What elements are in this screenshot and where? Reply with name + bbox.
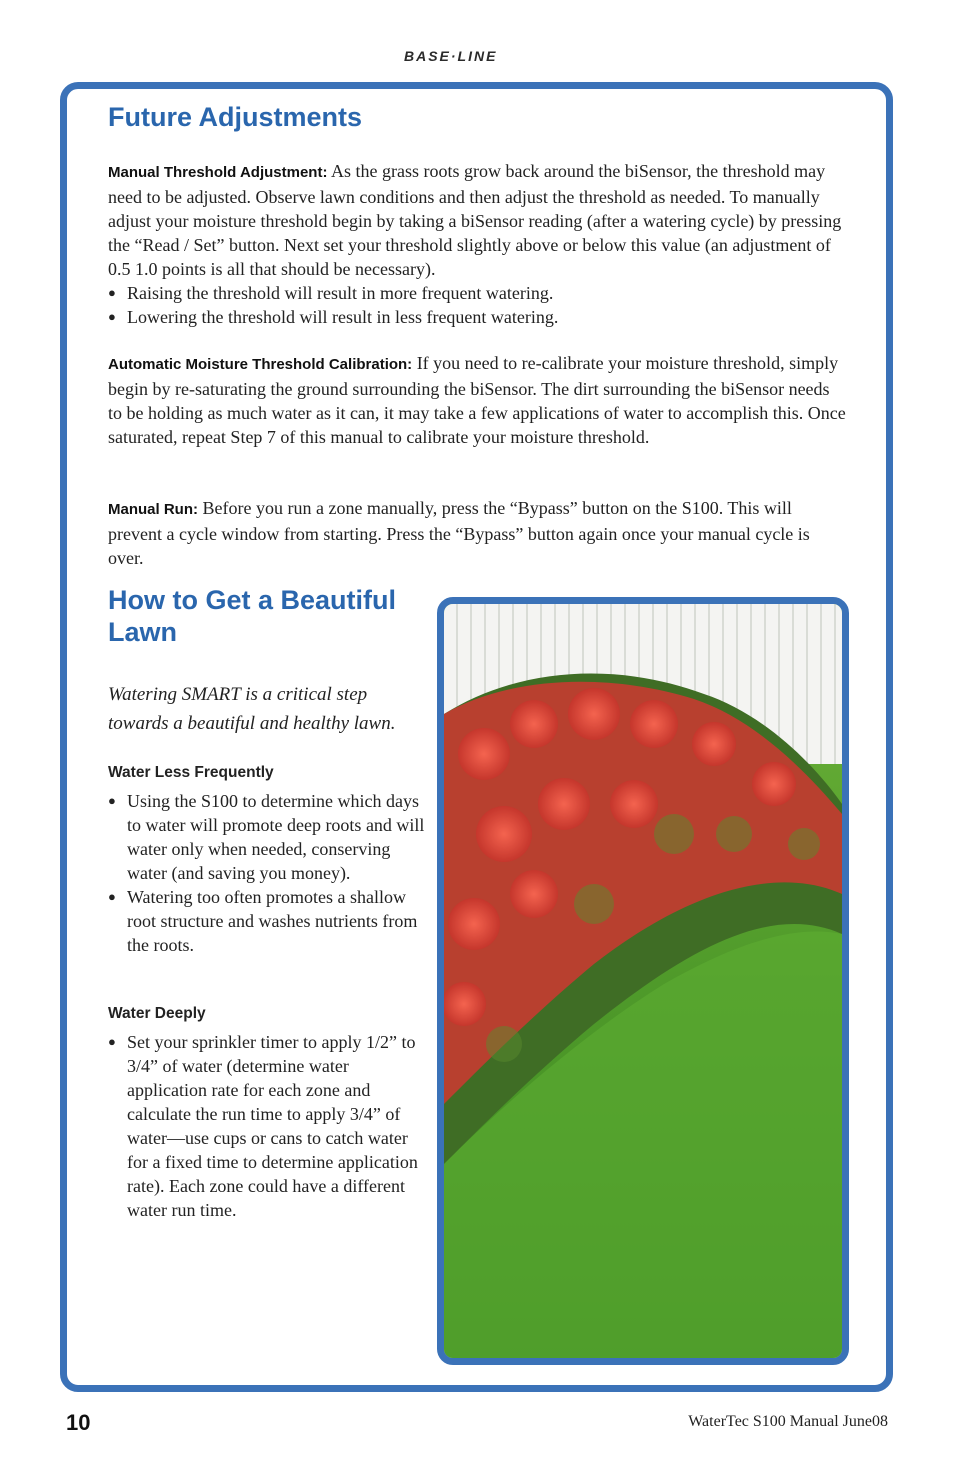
manual-run-body: Before you run a zone manually, press the “Bypass” button on the S100. This will prevent a cycle window from starting. Press the “Bypass” button again once your manual cycle is over. [108, 498, 810, 568]
manual-threshold-body: As the grass roots grow back around the biSensor, the threshold may need to be adjusted. Observe lawn conditions and then adjust the threshold as needed. To manually adjust your moisture threshold begin by taking a biSensor reading (after a watering cycle) by pressing the “Read / Set” button. Next set your threshold slightly above or below this value (an adjustment of 0.5 1.0 points is all that should be necessary). [108, 161, 842, 279]
auto-calibration-section [108, 351, 848, 449]
list-item [108, 281, 848, 305]
water-less-heading: Water Less Frequently [108, 764, 274, 781]
bullet-text: Lowering the threshold will result in less frequent watering. [127, 307, 559, 327]
water-less-section [108, 761, 426, 957]
lawn-photo-illustration [444, 604, 842, 1358]
manual-title: WaterTec S100 Manual June08 [688, 1413, 888, 1430]
list-item [108, 789, 426, 885]
list-item [108, 885, 426, 957]
auto-calibration-body: If you need to re-calibrate your moisture threshold, simply begin by re-saturating the ground surrounding the biSensor. The dirt surrounding the biSensor needs to be holding as much water as it can, it may take a few applications of water to accomplish this. Once saturated, repeat Step 7 of this manual to calibrate your moisture threshold. [108, 353, 846, 447]
manual-threshold-lead: Manual Threshold Adjustment: [108, 164, 328, 181]
lawn-heading: How to Get a Beautiful Lawn [108, 585, 397, 647]
bullet-text: Set your sprinkler timer to apply 1/2” to 3/4” of water (determine water application rate for each zone and calculate the run time to apply 3/4” of water—use cups or cans to catch water for a fixed time to determine application rate). Each zone could have a different water run time. [127, 1032, 418, 1220]
manual-threshold-section [108, 159, 848, 329]
page-number: 10 [66, 1410, 91, 1435]
logo-text: BASE·LINE [404, 48, 498, 64]
manual-run-section [108, 496, 848, 570]
lawn-intro: Watering SMART is a critical step towards a beautiful and healthy lawn. [108, 684, 396, 734]
list-item [108, 305, 848, 329]
manual-run-lead: Manual Run: [108, 501, 198, 518]
bullet-text: Raising the threshold will result in more frequent watering. [127, 283, 554, 303]
bullet-text: Watering too often promotes a shallow root structure and washes nutrients from the roots. [127, 887, 418, 955]
list-item [108, 1030, 426, 1222]
auto-calibration-lead: Automatic Moisture Threshold Calibration: [108, 356, 413, 373]
water-deeply-heading: Water Deeply [108, 1005, 206, 1022]
lawn-photo [437, 597, 849, 1365]
baseline-logo [404, 44, 554, 74]
bullet-text: Using the S100 to determine which days to water will promote deep roots and will water only when needed, conserving water (and saving you money). [127, 791, 425, 883]
future-adjustments-heading: Future Adjustments [108, 102, 363, 132]
water-deeply-section [108, 1002, 426, 1222]
